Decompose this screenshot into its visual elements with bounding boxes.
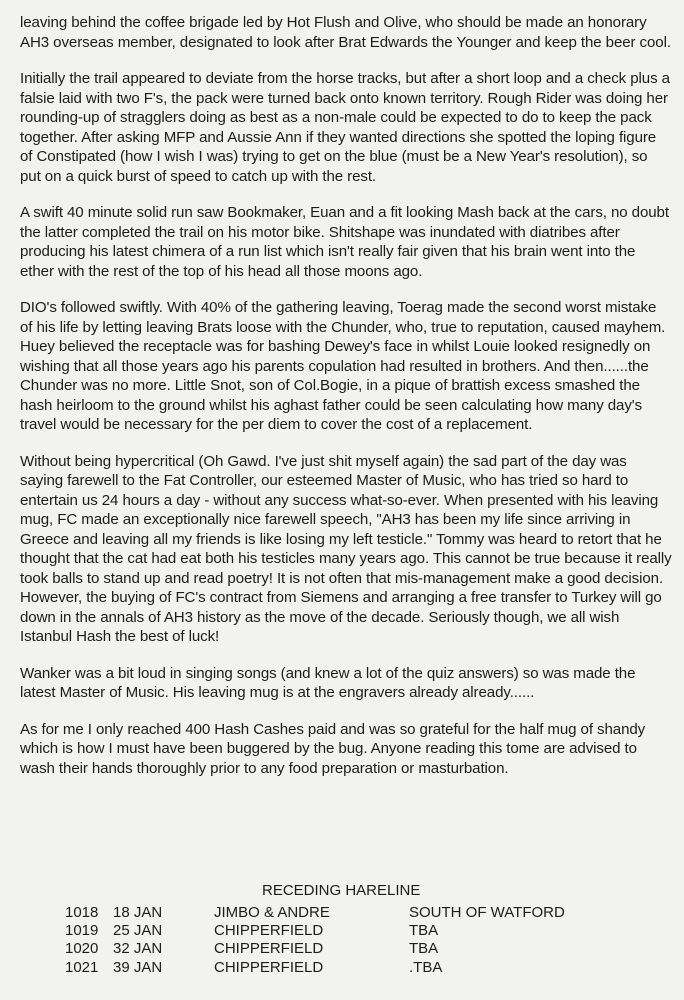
- hareline-row: [0, 958, 684, 978]
- hareline-title: RECEDING HARELINE: [262, 882, 421, 899]
- paragraph-farewell: Without being hypercritical (Oh Gawd. I've just shit myself again) the sad part of the day was saying farewell to the Fat Controller, our esteemed Master of Music, who has tried so hard to entertain us 24 hours a day - without any success what-so-ever. When presented with his leaving mug, FC made an exceptionally nice farewell speech, "AH3 has been my life since arriving in Greece and leaving all my friends is like losing my left testicle." Tommy was heard to retort that he thought that the cat had eat both his testicles many years ago. This cannot be true because it really took balls to stand up and read poetry! It is not often that mis-management make a good decision. However, the buying of FC's contract from Siemens and arranging a free transfer to Turkey will go down in the annals of AH3 history as the move of the decade. Seriously though, we all wish Istanbul Hash the best of luck!: [20, 452, 672, 645]
- run-location: TBA: [409, 940, 439, 957]
- run-date: 39 JAN: [113, 959, 163, 976]
- run-number: 1019: [65, 922, 99, 939]
- paragraph-coffee-brigade: leaving behind the coffee brigade led by Hot Flush and Olive, who should be made an honorary AH3 overseas member, designated to look after Brat Edwards the Younger and keep the beer cool.: [20, 14, 671, 51]
- hareline-row: [0, 939, 684, 959]
- run-location: TBA: [409, 922, 439, 939]
- run-number: 1021: [65, 959, 99, 976]
- paragraph-dios: DIO's followed swiftly. With 40% of the gathering leaving, Toerag made the second worst mistake of his life by letting leaving Brats loose with the Chunder, who, true to reputation, caused mayhem. Huey believed the receptacle was for bashing Dewey's face in whilst Louie looked resignedly on wishing that all those years ago his parents copulation had resulted in brothers. And then......the Chunder was no more. Little Snot, son of Col.Bogie, in a pique of brattish excess smashed the hash heirloom to the ground whilst his aghast father could be seen calculating how many day's travel would be necessary for the per diem to cover the cost of a replacement.: [20, 299, 666, 433]
- run-date: 25 JAN: [113, 922, 163, 939]
- paragraph-swift-run: A swift 40 minute solid run saw Bookmaker, Euan and a fit looking Mash back at the cars, no doubt the latter completed the trail on his motor bike. Shitshape was inundated with diatribes after producing his latest chimera of a run list which isn't really fair given that his brain went into the ether with the rest of the top of his head all those moons ago.: [20, 204, 669, 280]
- paragraph-master-of-music: Wanker was a bit loud in singing songs (and knew a lot of the quiz answers) so was made the latest Master of Music. His leaving mug is at the engravers already already......: [20, 664, 636, 701]
- hareline-row: [0, 921, 684, 941]
- run-number: 1018: [65, 904, 99, 921]
- run-hares: CHIPPERFIELD: [214, 922, 324, 939]
- run-hares: CHIPPERFIELD: [214, 959, 324, 976]
- run-location: SOUTH OF WATFORD: [409, 904, 565, 921]
- run-number: 1020: [65, 940, 99, 957]
- run-location: .TBA: [409, 959, 443, 976]
- paragraph-trail: Initially the trail appeared to deviate from the horse tracks, but after a short loop and a check plus a falsie laid with two F's, the pack were turned back onto known territory. Rough Rider was doing her rounding-up of stragglers doing as best as a non-male could be expected to do to keep the pack together. After asking MFP and Aussie Ann if they wanted directions she spotted the loping figure of Constipated (how I wish I was) trying to get on the blue (must be a New Year's resolution), so put on a quick burst of speed to catch up with the rest.: [20, 70, 670, 185]
- run-date: 32 JAN: [113, 940, 163, 957]
- run-hares: CHIPPERFIELD: [214, 940, 324, 957]
- newsletter-body: [20, 13, 672, 795]
- paragraph-hash-cashes: As for me I only reached 400 Hash Cashes paid and was so grateful for the half mug of shandy which is how I must have been buggered by the bug. Anyone reading this tome are advised to wash their hands thoroughly prior to any food preparation or masturbation.: [20, 720, 646, 777]
- hareline-row: [0, 903, 684, 923]
- run-hares: JIMBO & ANDRE: [214, 904, 330, 921]
- run-date: 18 JAN: [113, 904, 163, 921]
